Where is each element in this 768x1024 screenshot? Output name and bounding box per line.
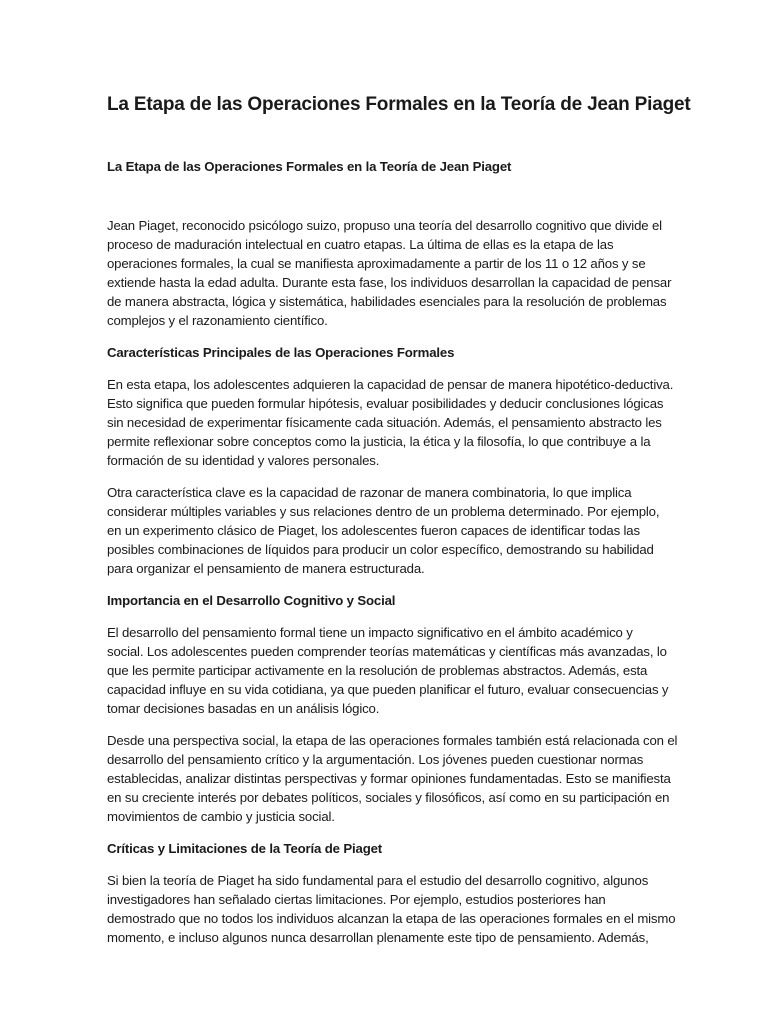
paragraph-line: momento, e incluso algunos nunca desarrollan plenamente este tipo de pensamiento. Además, [107, 930, 649, 945]
document-body [107, 216, 678, 960]
paragraph-line: operaciones formales, la cual se manifiesta aproximadamente a partir de los 11 o 12 años y se [107, 256, 646, 271]
paragraph-line: complejos y el razonamiento científico. [107, 313, 328, 328]
body-paragraph [107, 483, 667, 578]
paragraph-line: social. Los adolescentes pueden comprender teorías matemáticas y científicas más avanzadas, lo [107, 644, 667, 659]
paragraph-line: tomar decisiones basadas en un análisis lógico. [107, 701, 380, 716]
body-paragraph [107, 731, 678, 826]
paragraph-line: para organizar el pensamiento de manera estructurada. [107, 561, 425, 576]
paragraph-line: Si bien la teoría de Piaget ha sido fundamental para el estudio del desarrollo cognitivo, algunos [107, 873, 649, 888]
body-paragraph [107, 623, 667, 718]
document-title: La Etapa de las Operaciones Formales en la Teoría de Jean Piaget [107, 94, 691, 115]
body-paragraph [107, 375, 674, 470]
section-heading-criticas: Críticas y Limitaciones de la Teoría de Piaget [107, 841, 383, 856]
paragraph-line: considerar múltiples variables y sus relaciones dentro de un problema determinado. Por ejemplo, [107, 504, 660, 519]
section-heading-caracteristicas: Características Principales de las Operaciones Formales [107, 345, 455, 360]
paragraph-line: demostrado que no todos los individuos alcanzan la etapa de las operaciones formales en el mismo [107, 911, 676, 926]
document-subtitle: La Etapa de las Operaciones Formales en la Teoría de Jean Piaget [107, 159, 512, 174]
paragraph-line: Esto significa que pueden formular hipótesis, evaluar posibilidades y deducir conclusiones lógicas [107, 396, 664, 411]
paragraph-line: posibles combinaciones de líquidos para producir un color específico, demostrando su habilidad [107, 542, 654, 557]
paragraph-line: movimientos de cambio y justicia social. [107, 809, 335, 824]
paragraph-line: permite reflexionar sobre conceptos como la justicia, la ética y la filosofía, lo que contribuye a la [107, 434, 651, 449]
paragraph-line: capacidad influye en su vida cotidiana, ya que pueden planificar el futuro, evaluar consecuencias y [107, 682, 669, 697]
paragraph-line: de manera abstracta, lógica y sistemática, habilidades esenciales para la resolución de problemas [107, 294, 667, 309]
paragraph-line: Otra característica clave es la capacidad de razonar de manera combinatoria, lo que implica [107, 485, 632, 500]
paragraph-line: investigadores han señalado ciertas limitaciones. Por ejemplo, estudios posteriores han [107, 892, 606, 907]
paragraph-line: Jean Piaget, reconocido psicólogo suizo, propuso una teoría del desarrollo cognitivo que divide el [107, 218, 662, 233]
paragraph-line: sin necesidad de experimentar físicamente cada situación. Además, el pensamiento abstracto les [107, 415, 662, 430]
paragraph-line: establecidas, analizar distintas perspectivas y formar opiniones fundamentadas. Esto se manifiesta [107, 771, 671, 786]
paragraph-line: desarrollo del pensamiento crítico y la argumentación. Los jóvenes pueden cuestionar normas [107, 752, 644, 767]
paragraph-line: proceso de maduración intelectual en cuatro etapas. La última de ellas es la etapa de las [107, 237, 614, 252]
paragraph-line: extiende hasta la edad adulta. Durante esta fase, los individuos desarrollan la capacidad de pensar [107, 275, 672, 290]
paragraph-line: Desde una perspectiva social, la etapa de las operaciones formales también está relacionada con el [107, 733, 678, 748]
paragraph-line: en un experimento clásico de Piaget, los adolescentes fueron capaces de identificar todas las [107, 523, 640, 538]
paragraph-line: que les permite participar activamente en la resolución de problemas abstractos. Además, esta [107, 663, 648, 678]
paragraph-line: formación de su identidad y valores personales. [107, 453, 380, 468]
section-heading-importancia: Importancia en el Desarrollo Cognitivo y Social [107, 593, 396, 608]
paragraph-line: en su creciente interés por debates políticos, sociales y filosóficos, así como en su participación en [107, 790, 670, 805]
body-paragraph [107, 871, 676, 947]
paragraph-line: En esta etapa, los adolescentes adquieren la capacidad de pensar de manera hipotético-deductiva. [107, 377, 674, 392]
paragraph-line: El desarrollo del pensamiento formal tiene un impacto significativo en el ámbito académico y [107, 625, 633, 640]
intro-paragraph [107, 216, 672, 330]
